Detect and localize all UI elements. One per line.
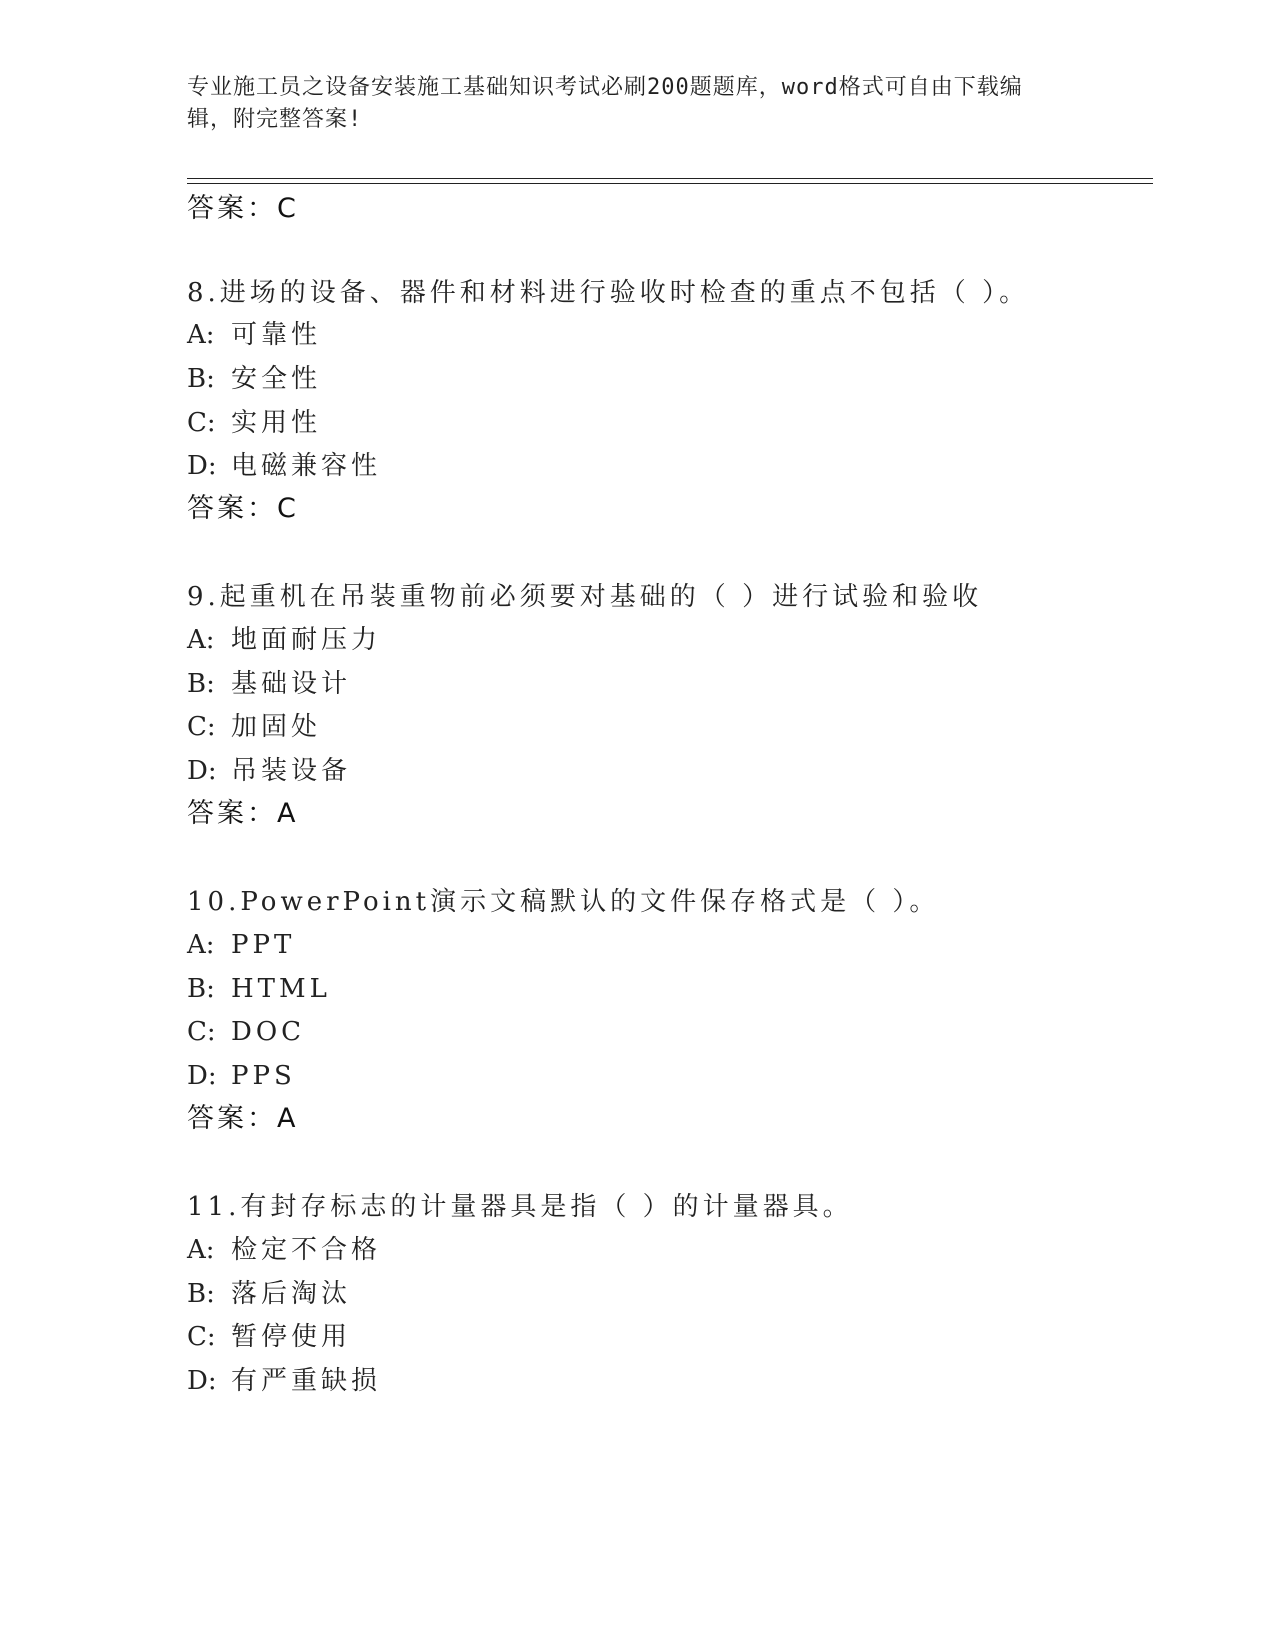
- option-text: PPT: [231, 930, 296, 960]
- option-key: B:: [187, 364, 215, 394]
- option-key: C:: [187, 408, 216, 438]
- option-key: B:: [187, 669, 215, 699]
- option-b: [187, 972, 331, 1006]
- header-divider-top: [187, 178, 1153, 179]
- option-key: D:: [187, 451, 217, 481]
- document-header: 专业施工员之设备安装施工基础知识考试必刷200题题库，word格式可自由下载编辑，附完整答案!: [187, 75, 1023, 132]
- option-text: 加固处: [231, 712, 322, 742]
- option-text: 地面耐压力: [231, 625, 382, 655]
- option-a: [187, 1233, 381, 1267]
- option-text: 暂停使用: [231, 1322, 352, 1352]
- option-key: C:: [187, 1017, 216, 1047]
- option-d: [187, 1364, 381, 1398]
- option-text: HTML: [231, 974, 331, 1004]
- option-text: 落后淘汰: [231, 1279, 352, 1309]
- option-key: A:: [187, 930, 215, 960]
- question-stem: 9.起重机在吊装重物前必须要对基础的（ ）进行试验和验收: [187, 582, 983, 612]
- option-text: 检定不合格: [231, 1235, 382, 1265]
- option-key: B:: [187, 1279, 215, 1309]
- option-text: DOC: [231, 1017, 306, 1047]
- answer: 答案：C: [187, 493, 299, 524]
- option-text: 吊装设备: [231, 756, 352, 786]
- option-key: B:: [187, 974, 215, 1004]
- option-c: [187, 1015, 305, 1049]
- answer: 答案：A: [187, 798, 299, 829]
- option-key: D:: [187, 1366, 217, 1396]
- option-key: A:: [187, 320, 215, 350]
- option-key: D:: [187, 756, 217, 786]
- option-text: 电磁兼容性: [231, 451, 382, 481]
- option-d: [187, 754, 351, 788]
- option-text: 可靠性: [231, 320, 322, 350]
- option-a: [187, 623, 381, 657]
- option-text: 基础设计: [231, 669, 352, 699]
- option-c: [187, 710, 321, 744]
- option-key: A:: [187, 1235, 215, 1265]
- option-key: D:: [187, 1061, 217, 1091]
- question-stem: 10.PowerPoint演示文稿默认的文件保存格式是（ ）。: [187, 887, 940, 917]
- option-text: 安全性: [231, 364, 322, 394]
- answer-previous: 答案：C: [187, 193, 299, 224]
- option-a: [187, 318, 321, 352]
- answer: 答案：A: [187, 1103, 299, 1134]
- option-d: [187, 449, 381, 483]
- question-stem: 11.有封存标志的计量器具是指（ ）的计量器具。: [187, 1192, 853, 1222]
- option-key: C:: [187, 712, 216, 742]
- option-b: [187, 1277, 351, 1311]
- option-c: [187, 406, 321, 440]
- option-a: [187, 928, 295, 962]
- header-divider-bottom: [187, 183, 1153, 184]
- option-d: [187, 1059, 296, 1093]
- option-c: [187, 1320, 351, 1354]
- question-stem: 8.进场的设备、器件和材料进行验收时检查的重点不包括（ ）。: [187, 278, 1030, 308]
- option-key: C:: [187, 1322, 216, 1352]
- option-key: A:: [187, 625, 215, 655]
- option-text: PPS: [231, 1061, 296, 1091]
- option-b: [187, 667, 351, 701]
- option-text: 有严重缺损: [231, 1366, 382, 1396]
- option-text: 实用性: [231, 408, 322, 438]
- option-b: [187, 362, 321, 396]
